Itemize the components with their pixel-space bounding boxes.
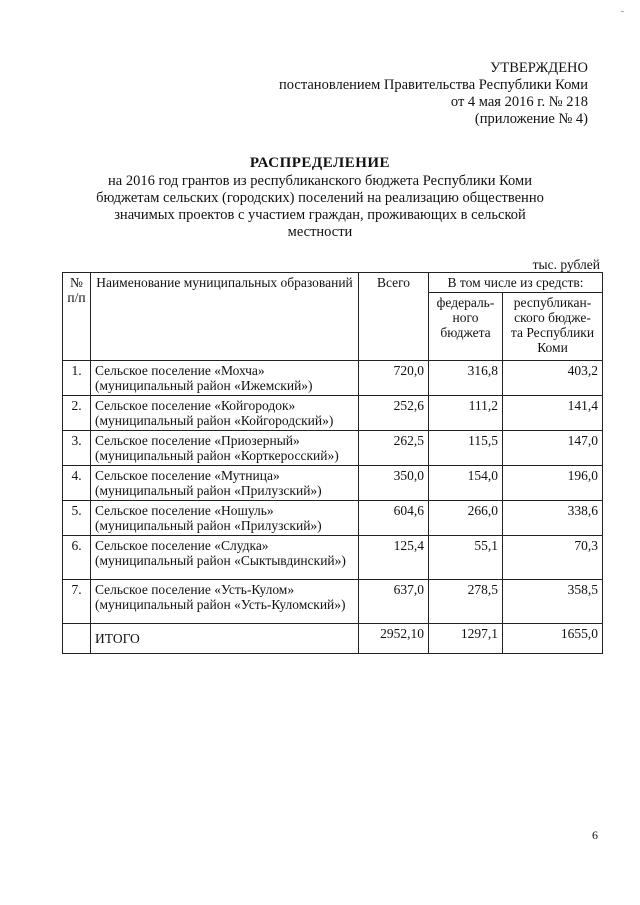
total-row [63, 624, 603, 654]
header-number: № п/п [63, 273, 91, 361]
row-name: Сельское поселение «Слудка» (муниципальный район «Сыктывдинский») [91, 536, 359, 580]
row-name: Сельское поселение «Ношуль» (муниципальный район «Прилузский») [91, 501, 359, 536]
table-row [63, 466, 603, 501]
row-republican: 147,0 [503, 431, 603, 466]
row-number [63, 624, 91, 654]
row-name: Сельское поселение «Приозерный» (муниципальный район «Корткеросский») [91, 431, 359, 466]
table-header-row [63, 273, 603, 293]
row-federal: 115,5 [429, 431, 503, 466]
row-name: Сельское поселение «Усть-Кулом» (муниципальный район «Усть-Куломский») [91, 580, 359, 624]
table-row [63, 580, 603, 624]
row-name: Сельское поселение «Мутница» (муниципальный район «Прилузский») [91, 466, 359, 501]
row-federal: 1297,1 [429, 624, 503, 654]
header-federal: федераль- ного бюджета [429, 293, 503, 361]
table-row [63, 536, 603, 580]
row-total: 125,4 [359, 536, 429, 580]
row-republican: 141,4 [503, 396, 603, 431]
header-total: Всего [359, 273, 429, 361]
row-total: 604,6 [359, 501, 429, 536]
document-title: РАСПРЕДЕЛЕНИЕ [249, 155, 391, 171]
row-number: 6. [63, 536, 91, 580]
header-name: Наименование муниципальных образований [91, 273, 359, 361]
row-republican: 358,5 [503, 580, 603, 624]
document-subtitle-line-2: бюджетам сельских (городских) поселений на реализацию общественно [96, 190, 544, 206]
row-total: 252,6 [359, 396, 429, 431]
header-including: В том числе из средств: [429, 273, 603, 293]
row-republican: 338,6 [503, 501, 603, 536]
row-total: 2952,10 [359, 624, 429, 654]
row-name: ИТОГО [91, 624, 359, 654]
document-subtitle-line-4: местности [287, 224, 353, 240]
header-republican: республикан- ского бюдже- та Республики Коми [503, 293, 603, 361]
table-row [63, 501, 603, 536]
approval-decree: постановлением Правительства Республики Коми [279, 77, 588, 93]
distribution-table [62, 272, 603, 654]
approval-date: от 4 мая 2016 г. № 218 [450, 94, 588, 110]
row-number: 3. [63, 431, 91, 466]
row-total: 637,0 [359, 580, 429, 624]
row-republican: 70,3 [503, 536, 603, 580]
row-number: 7. [63, 580, 91, 624]
row-number: 5. [63, 501, 91, 536]
units-label: тыс. рублей [532, 257, 600, 272]
row-federal: 278,5 [429, 580, 503, 624]
table-row [63, 396, 603, 431]
document-subtitle-line-3: значимых проектов с участием граждан, проживающих в сельской [114, 207, 526, 223]
table-row [63, 431, 603, 466]
approval-title: УТВЕРЖДЕНО [490, 60, 588, 76]
row-republican: 1655,0 [503, 624, 603, 654]
row-republican: 403,2 [503, 361, 603, 396]
page-number: 6 [592, 828, 598, 842]
document-subtitle-line-1: на 2016 год грантов из республиканского бюджета Республики Коми [108, 173, 532, 189]
corner-mark: - [620, 6, 624, 17]
approval-block [188, 60, 588, 128]
row-total: 262,5 [359, 431, 429, 466]
row-federal: 266,0 [429, 501, 503, 536]
row-name: Сельское поселение «Койгородок» (муниципальный район «Койгородский») [91, 396, 359, 431]
row-federal: 154,0 [429, 466, 503, 501]
row-federal: 111,2 [429, 396, 503, 431]
row-number: 4. [63, 466, 91, 501]
row-number: 1. [63, 361, 91, 396]
row-federal: 55,1 [429, 536, 503, 580]
row-federal: 316,8 [429, 361, 503, 396]
row-total: 350,0 [359, 466, 429, 501]
row-number: 2. [63, 396, 91, 431]
row-total: 720,0 [359, 361, 429, 396]
document-title-block [80, 155, 560, 241]
row-republican: 196,0 [503, 466, 603, 501]
approval-appendix: (приложение № 4) [474, 111, 588, 127]
row-name: Сельское поселение «Мохча» (муниципальный район «Ижемский») [91, 361, 359, 396]
table-row [63, 361, 603, 396]
